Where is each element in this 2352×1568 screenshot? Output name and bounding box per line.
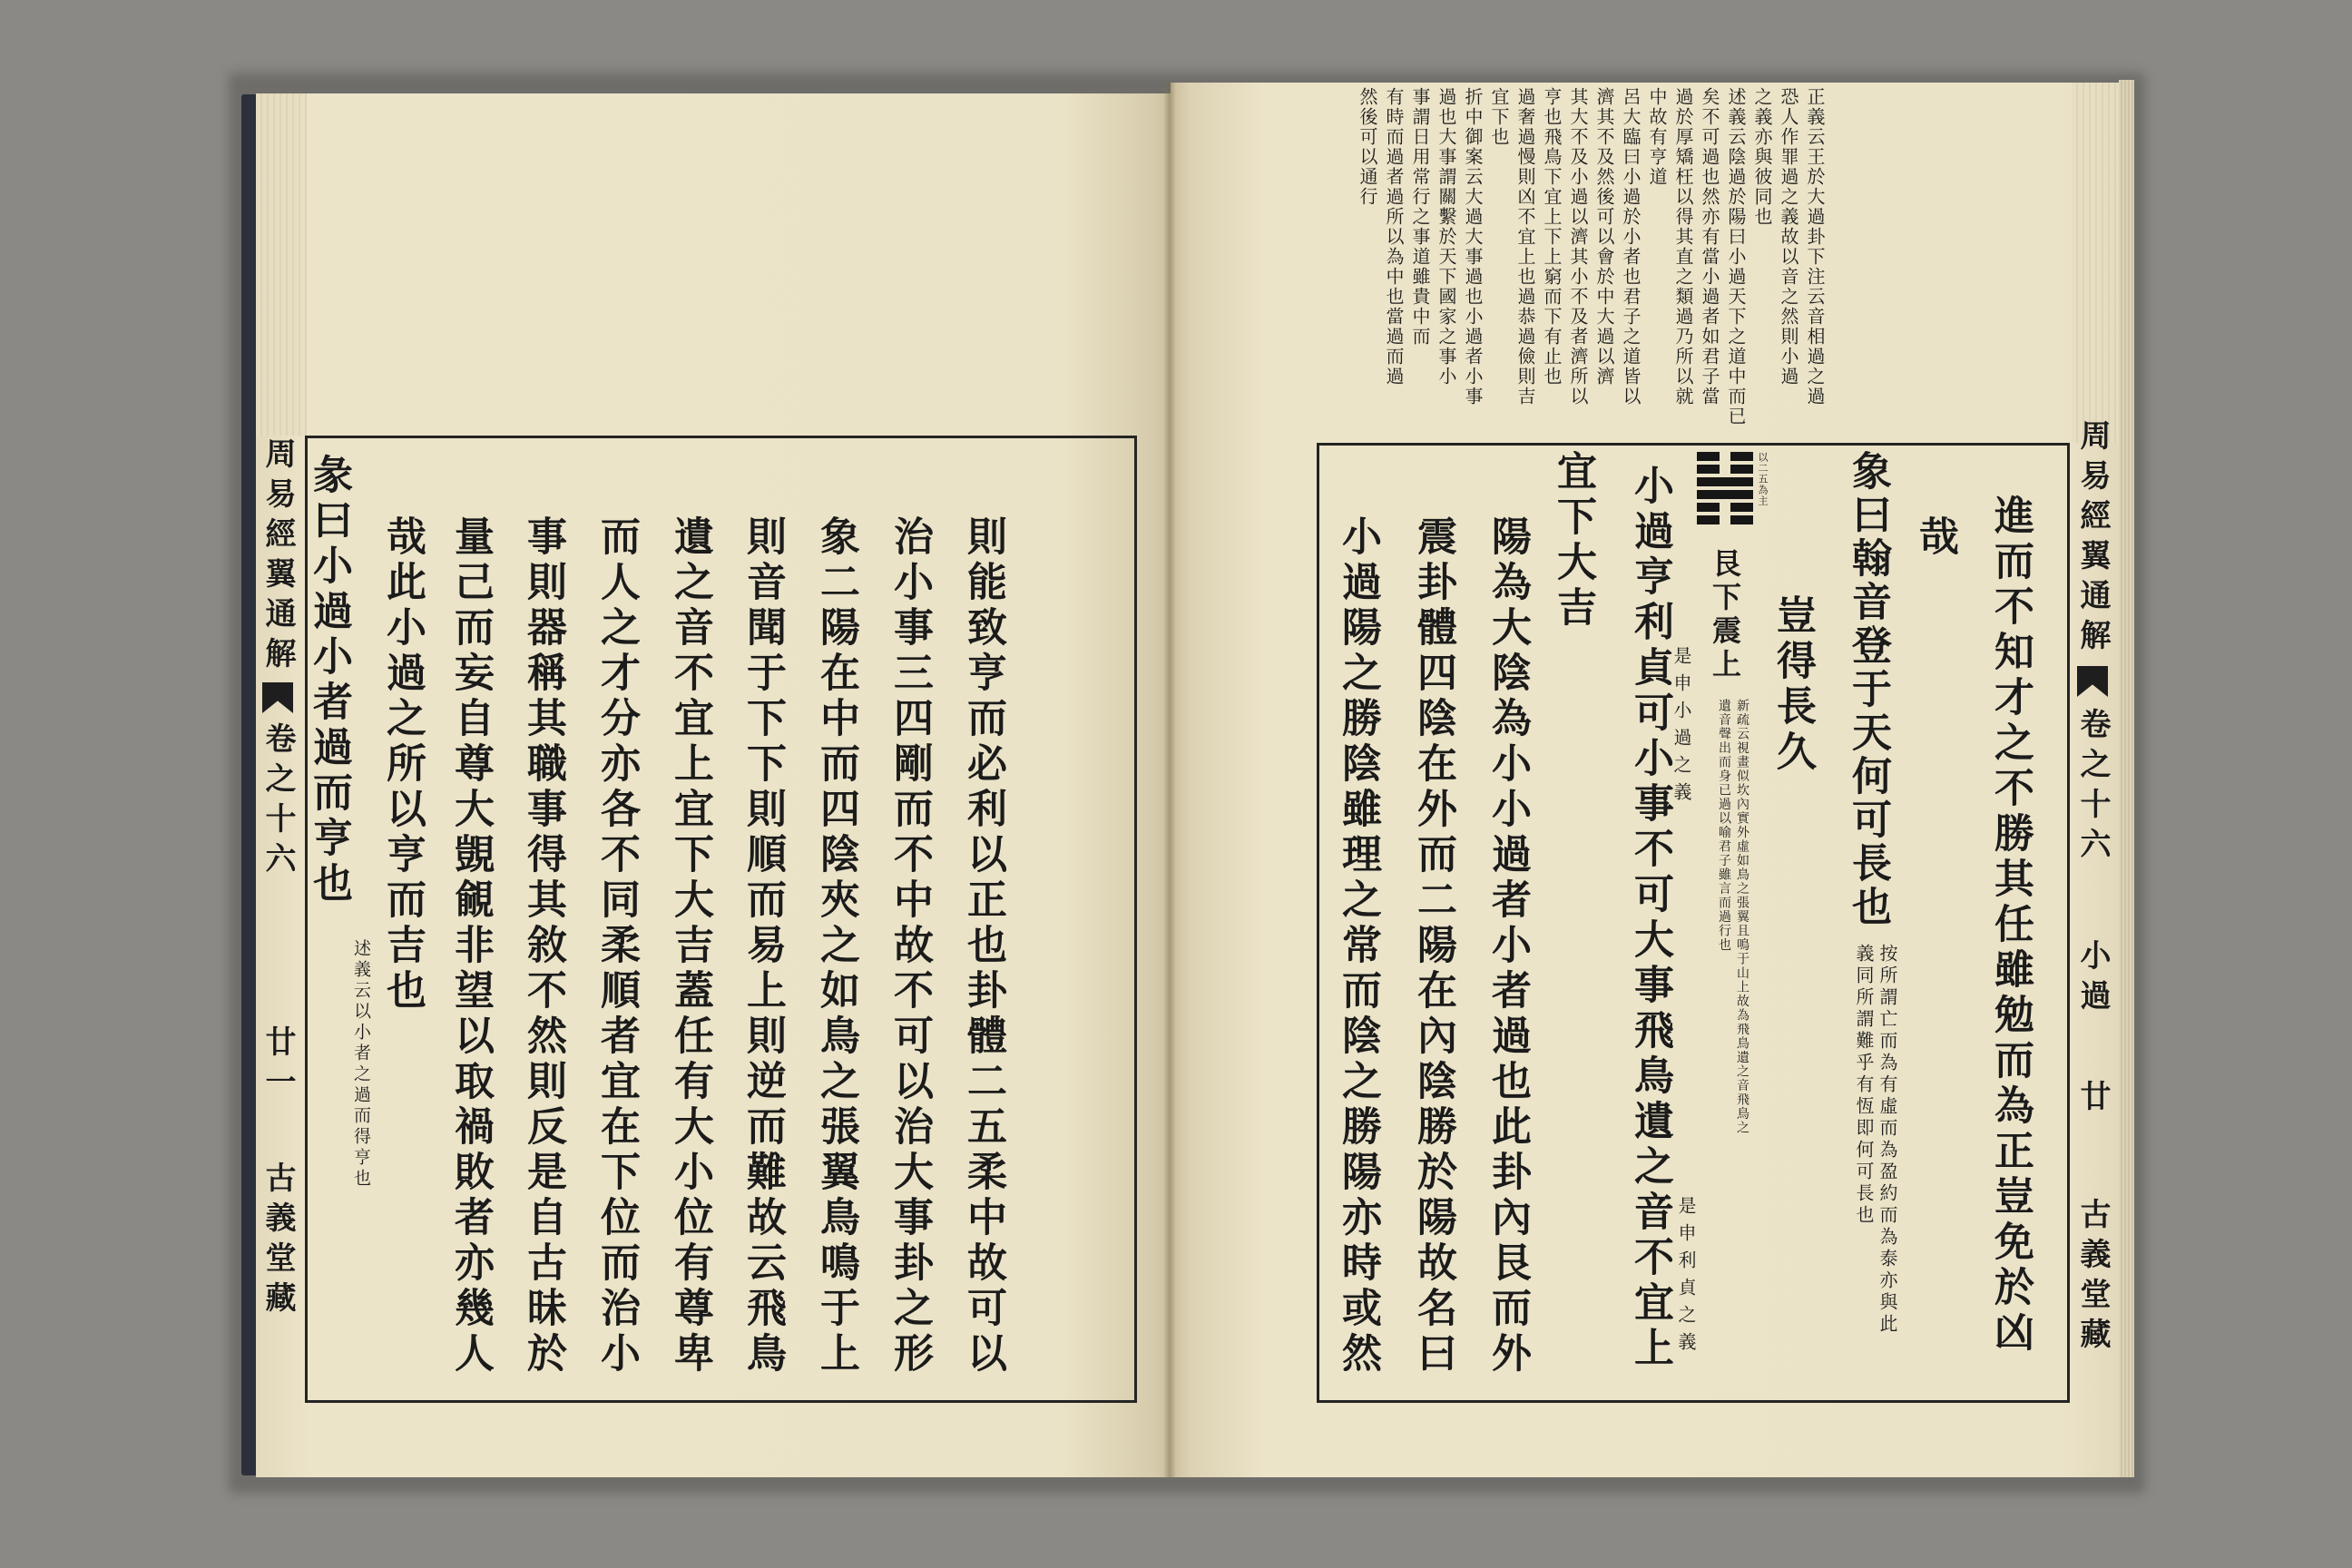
right-text-column: 陽為大陰為小小過者小者過也此卦內艮而外 xyxy=(1485,515,1531,1377)
hexagram-judgment-column: 小過亨利貞可小事不可大事飛鳥遺之音不宜上 xyxy=(1627,465,1673,1372)
xinshu-note-column: 新疏云視畫似坎內實外虛如鳥之張翼且鳴于山上故為飛鳥遺之音飛鳥之 xyxy=(1735,699,1749,1135)
right-banxin-title: 周易經翼通解 xyxy=(2074,419,2111,659)
shen-lizhen-note: 是申利貞之義 xyxy=(1675,1196,1697,1359)
hexagram-line-segment xyxy=(1697,452,1720,461)
hexagram-line-segment xyxy=(1730,465,1753,474)
left-text-column: 則能致亨而必利以正也卦體二五柔中故可以 xyxy=(960,515,1006,1377)
right-text-column: 小過陽之勝陰雖理之常而陰之勝陽亦時或然 xyxy=(1335,515,1381,1377)
right-text-column: 宜下大吉 xyxy=(1550,450,1596,632)
right-banxin-leaf: 廿 xyxy=(2074,1080,2111,1120)
left-text-column: 遺之音不宜上宜下大吉蓋任有大小位有尊卑 xyxy=(667,515,713,1377)
hexagram-line-segment xyxy=(1730,515,1753,524)
left-text-column: 象二陽在中而四陰夾之如鳥之張翼鳥鳴于上 xyxy=(813,515,859,1377)
left-banxin-leaf: 廿一 xyxy=(260,1025,296,1105)
right-banxin-collection: 古義堂藏 xyxy=(2074,1198,2111,1357)
hexagram-line-segment xyxy=(1697,503,1720,512)
right-text-column: 進而不知才之不勝其任雖勉而為正豈免於凶 xyxy=(1987,495,2034,1357)
left-text-column: 則音聞于下下則順而易上則逆而難故云飛鳥 xyxy=(740,515,786,1377)
right-text-column: 震卦體四陰在外而二陽在內陰勝於陽故名曰 xyxy=(1410,515,1456,1377)
hexagram-line-segment xyxy=(1697,515,1720,524)
headnote-column: 中故有亨道 xyxy=(1646,87,1668,187)
hexagram-line-segment xyxy=(1697,490,1753,499)
headnote-column: 事謂日用常行之事道雖貴中而 xyxy=(1409,87,1431,347)
xiang-column: 象曰翰音登于天何可長也 xyxy=(1845,450,1891,929)
right-banxin-volume: 卷之十六 xyxy=(2074,708,2111,867)
left-tuan-column: 彖曰小過小者過而亨也 xyxy=(306,454,352,907)
hexagram-yang-line xyxy=(1697,477,1753,486)
headnote-column: 宜下也 xyxy=(1488,87,1510,147)
book-gutter xyxy=(1163,83,1176,1477)
headnote-column: 亨也飛鳥下宜上下上窮而下有止也 xyxy=(1541,87,1563,387)
right-text-column: 豈得長久 xyxy=(1769,594,1816,776)
headnote-column: 過也大事謂關繫於天下國家之事小 xyxy=(1436,87,1457,387)
hexagram-theme-note: 以二五為主 xyxy=(1757,452,1769,506)
headnote-column: 述義云陰過於陽曰小過天下之道中而已 xyxy=(1725,87,1747,426)
left-banxin-collection: 古義堂藏 xyxy=(260,1161,296,1321)
headnote-column: 之義亦與彼同也 xyxy=(1751,87,1773,227)
shen-xiaoguo-note: 是申小過之義 xyxy=(1671,646,1692,809)
hexagram-yang-line xyxy=(1697,490,1753,499)
left-text-column: 量己而妄自尊大覬覦非望以取禍敗者亦幾人 xyxy=(447,515,494,1377)
fore-edge-pages xyxy=(2119,80,2134,1477)
hexagram-yin-line xyxy=(1697,515,1753,524)
left-banxin-title: 周易經翼通解 xyxy=(260,437,296,677)
hexagram-line-segment xyxy=(1730,503,1753,512)
headnote-column: 過奢過慢則凶不宜上也過恭過儉則吉 xyxy=(1514,87,1536,407)
headnote-column: 過於厚矯枉以得其直之類過乃所以就 xyxy=(1672,87,1694,407)
right-text-column: 哉 xyxy=(1912,515,1958,561)
hexagram-xiaoguo-icon xyxy=(1697,452,1753,528)
left-text-column: 治小事三四剛而不中故不可以治大事卦之形 xyxy=(887,515,933,1377)
headnote-column: 恐人作罪過之義故以音之然則小過 xyxy=(1778,87,1799,387)
left-page-stack-edges xyxy=(256,93,307,436)
left-text-column: 事則器稱其職事得其敘不然則反是自古昧於 xyxy=(520,515,566,1377)
headnote-column: 其大不及小過以濟其小不及者濟所以 xyxy=(1567,87,1589,407)
left-commentary-note: 述義云以小者之過而得亨也 xyxy=(351,939,371,1190)
left-text-column: 哉此小過之所以亨而吉也 xyxy=(379,515,426,1014)
headnote-column: 正義云王於大過卦下注云音相過之過 xyxy=(1804,87,1826,407)
hexagram-yin-line xyxy=(1697,465,1753,474)
right-banxin-section: 小過 xyxy=(2074,939,2111,1019)
hexagram-line-segment xyxy=(1697,465,1720,474)
left-text-frame xyxy=(305,436,1137,1403)
an-note-column: 按所謂亡而為有虛而為盈約而為泰亦與此 xyxy=(1877,944,1898,1336)
headnote-column: 呂大臨曰小過於小者也君子之道皆以 xyxy=(1620,87,1642,407)
headnote-column: 矣不可過也然亦有當小過者如君子當 xyxy=(1699,87,1720,407)
hexagram-yin-line xyxy=(1697,503,1753,512)
hexagram-trigrams: 艮下震上 xyxy=(1708,548,1742,682)
hexagram-line-segment xyxy=(1697,477,1753,486)
left-text-column: 而人之才分亦各不同柔順者宜在下位而治小 xyxy=(593,515,640,1377)
left-banxin-volume: 卷之十六 xyxy=(260,722,296,882)
hexagram-line-segment xyxy=(1730,452,1753,461)
headnote-column: 濟其不及然後可以會於中大過以濟 xyxy=(1593,87,1615,387)
an-note-column: 義同所謂難乎有恆即何可長也 xyxy=(1853,944,1875,1227)
headnote-column: 折中御案云大過大事過也小過者小事 xyxy=(1462,87,1484,407)
headnote-column: 有時而過者過所以為中也當過而過 xyxy=(1383,87,1405,387)
headnote-column: 然後可以通行 xyxy=(1357,87,1378,207)
xinshu-note-column: 遺音聲出而身已過以喻君子雖言而過行也 xyxy=(1717,699,1731,952)
hexagram-yin-line xyxy=(1697,452,1753,461)
